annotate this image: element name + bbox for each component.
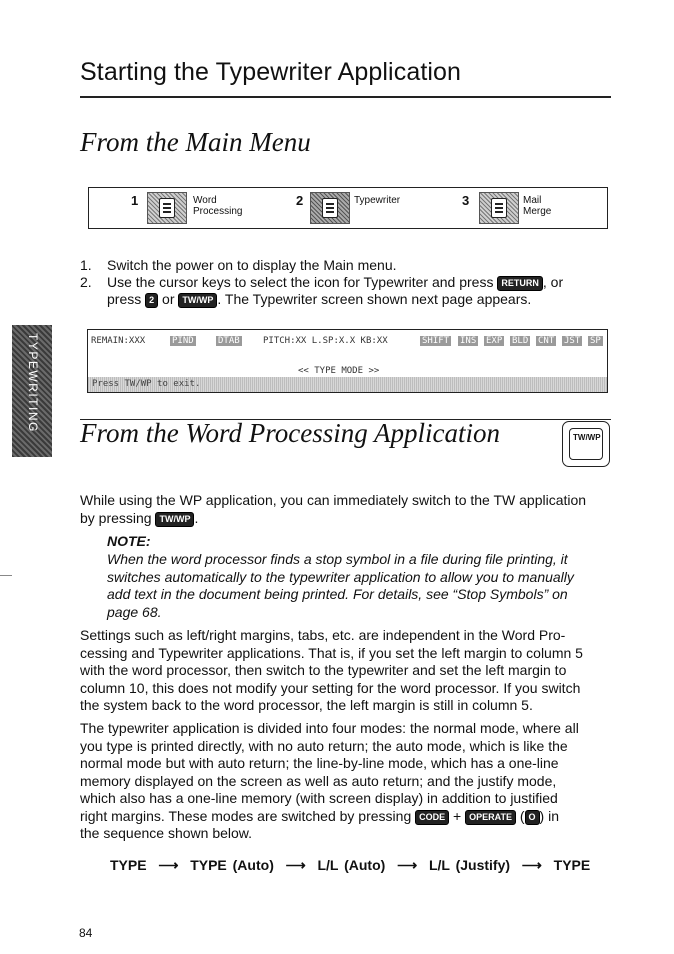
screen-dtab: DTAB: [218, 336, 240, 346]
paragraph-margins: Settings such as left/right margins, tabs, etc. are independent in the Word Pro- cessing and Typewriter applications. That is, if you set the left margin to column 5 with the word processor, then switch to the typewriter and set the left margin to column 10, this does not modify your setting for the word processor. If you switch the system back to the word processor, the left margin is still in column 5.: [80, 627, 583, 713]
return-key-icon: RETURN: [497, 276, 543, 291]
tw-wp-key-icon: TW/WP: [178, 293, 217, 308]
tw-wp-key-icon: TW/WP: [155, 512, 194, 527]
step-2: 2.: [80, 274, 92, 290]
key-2-icon: 2: [145, 293, 158, 308]
typewriter-screen-illustration: [87, 329, 608, 393]
screen-mode: << TYPE MODE >>: [298, 366, 380, 376]
section-heading-word-processing: From the Word Processing Application: [80, 418, 500, 448]
margin-mark: [0, 575, 12, 576]
mail-merge-icon: [479, 192, 519, 224]
step-2-text-cont: press 2 or TW/WP . The Typewriter screen shown next page appears.: [107, 291, 532, 307]
step-1: 1.: [80, 257, 92, 273]
operate-key-icon: OPERATE: [465, 810, 516, 825]
menu-item-label: Typewriter: [354, 195, 401, 206]
menu-item-number: 2: [296, 193, 304, 208]
tw-wp-key-icon: [562, 421, 610, 467]
screen-flag-bld: BLD: [512, 336, 529, 346]
menu-item-number: 1: [131, 193, 139, 208]
screen-pind: PIND: [172, 336, 194, 346]
paragraph-switch: While using the WP application, you can immediately switch to the TW application by pressing TW/WP .: [80, 492, 587, 526]
step-2-text: Use the cursor keys to select the icon for Typewriter and press RETURN , or: [107, 274, 564, 290]
side-tab-label: TYPEWRITING: [26, 333, 40, 433]
o-key-icon: O: [525, 810, 540, 825]
menu-item-number: 3: [462, 193, 470, 208]
screen-remain: REMAIN:XXX: [91, 336, 146, 346]
menu-item-label: Mail Merge: [523, 195, 552, 217]
title-rule: [80, 96, 611, 98]
mode-sequence: TYPE ⟶ TYPE (Auto) ⟶ L/L (Auto) ⟶ L/L (Justify) ⟶ TYPE: [110, 857, 591, 873]
tw-wp-key-label: TW/WP: [573, 433, 601, 442]
screen-pitch: PITCH:XX L.SP:X.X KB:XX: [263, 336, 388, 346]
note-body: When the word processor finds a stop symbol in a file during file printing, it switches automatically to the typewriter application to allow you to manually add text in the document being printed. For details, see “Stop Symbols” on page 68.: [107, 551, 574, 620]
menu-item-label: Word Processing: [193, 195, 243, 217]
paragraph-modes: The typewriter application is divided into four modes: the normal mode, where all you type is printed directly, with no auto return; the auto mode, which is like the normal mode but with auto return; the line-by-line mode, which has a one-line memory displayed on the screen as well as auto return; and the justify mode, which also has a one-line memory (with screen display) in addition to justified right margins. These modes are switched by pressing CODE + OPERATE ( O ) in the sequence shown below.: [80, 720, 579, 841]
page-number: 84: [79, 926, 93, 940]
note-heading: NOTE:: [107, 533, 151, 549]
screen-prompt: Press TW/WP to exit.: [92, 379, 201, 389]
screen-flag-jst: JST: [564, 336, 581, 346]
code-key-icon: CODE: [415, 810, 449, 825]
screen-flag-cnt: CNT: [538, 336, 555, 346]
step-1-text: Switch the power on to display the Main menu.: [107, 257, 397, 273]
main-menu-illustration: [88, 187, 608, 229]
screen-flag-shift: SHIFT: [422, 336, 450, 346]
screen-flag-ins: INS: [460, 336, 477, 346]
screen-flag-exp: EXP: [486, 336, 503, 346]
screen-prompt-bar: [88, 377, 607, 392]
typewriter-icon: [310, 192, 350, 224]
page-title: Starting the Typewriter Application: [80, 58, 462, 86]
document-icon: [147, 192, 187, 224]
section-heading-main-menu: From the Main Menu: [80, 127, 311, 157]
screen-flag-sp: SP: [590, 336, 601, 346]
section-side-tab: [12, 325, 52, 457]
